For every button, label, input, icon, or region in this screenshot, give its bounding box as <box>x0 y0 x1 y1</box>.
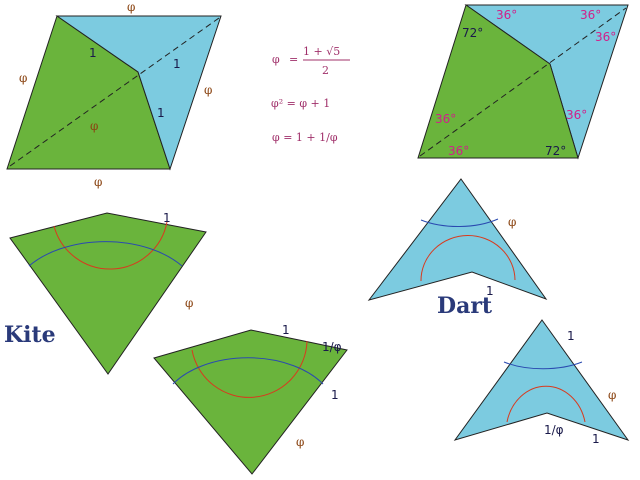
dart-title: Dart <box>437 293 493 319</box>
left-rhombus-one-b: 1 <box>173 57 181 71</box>
kite-bottom-phi: φ <box>296 435 305 449</box>
right-rhombus <box>418 5 628 158</box>
dart-top <box>369 179 546 300</box>
left-rhombus-top-phi: φ <box>127 0 136 14</box>
formula1-lhs: φ <box>272 53 280 66</box>
dart-top-shape <box>369 179 546 300</box>
dart-bottom-one-bottom: 1 <box>592 432 600 446</box>
left-rhombus-bottom-phi: φ <box>94 175 103 189</box>
kite-bottom-one-right: 1 <box>331 388 339 402</box>
kite-bottom-one-top: 1 <box>282 323 290 337</box>
left-rhombus-one-a: 1 <box>89 46 97 60</box>
angle-top-right: 36° <box>580 8 602 22</box>
angle-left-b: 36° <box>448 144 470 158</box>
kite-bottom <box>154 323 347 474</box>
kite-top-one: 1 <box>163 211 171 225</box>
formula1-denominator: 2 <box>322 64 329 77</box>
formula3: φ = 1 + 1/φ <box>272 131 338 144</box>
left-rhombus <box>7 0 221 189</box>
kite-bottom-shape <box>154 330 347 474</box>
kite-top-shape <box>10 213 206 374</box>
dart-bottom-phi: φ <box>608 388 617 402</box>
angle-top-left: 72° <box>462 26 484 40</box>
angle-right-top: 36° <box>595 30 617 44</box>
formula2: φ² = φ + 1 <box>271 97 331 110</box>
angle-right-mid: 36° <box>566 108 588 122</box>
left-rhombus-right-phi: φ <box>204 83 213 97</box>
formula1-numerator: 1 + √5 <box>303 45 341 58</box>
dart-bottom <box>455 320 628 446</box>
left-rhombus-left-phi: φ <box>19 71 28 85</box>
kite-bottom-inv-phi: 1/φ <box>322 340 342 354</box>
golden-ratio-formulas <box>271 45 350 144</box>
left-rhombus-inner-phi: φ <box>90 119 99 133</box>
dart-top-one: 1 <box>486 284 494 298</box>
kite-top <box>10 211 206 374</box>
dart-bottom-shape <box>455 320 628 440</box>
kite-title: Kite <box>4 322 56 348</box>
dart-bottom-one-top: 1 <box>567 329 575 343</box>
angle-top-mid: 36° <box>496 8 518 22</box>
dart-top-phi: φ <box>508 215 517 229</box>
left-rhombus-one-c: 1 <box>157 106 165 120</box>
angle-left-a: 36° <box>435 112 457 126</box>
angle-bottom-right: 72° <box>545 144 567 158</box>
kite-top-phi: φ <box>185 296 194 310</box>
dart-bottom-inv-phi: 1/φ <box>544 423 564 437</box>
formula1-eq: = <box>289 53 299 66</box>
